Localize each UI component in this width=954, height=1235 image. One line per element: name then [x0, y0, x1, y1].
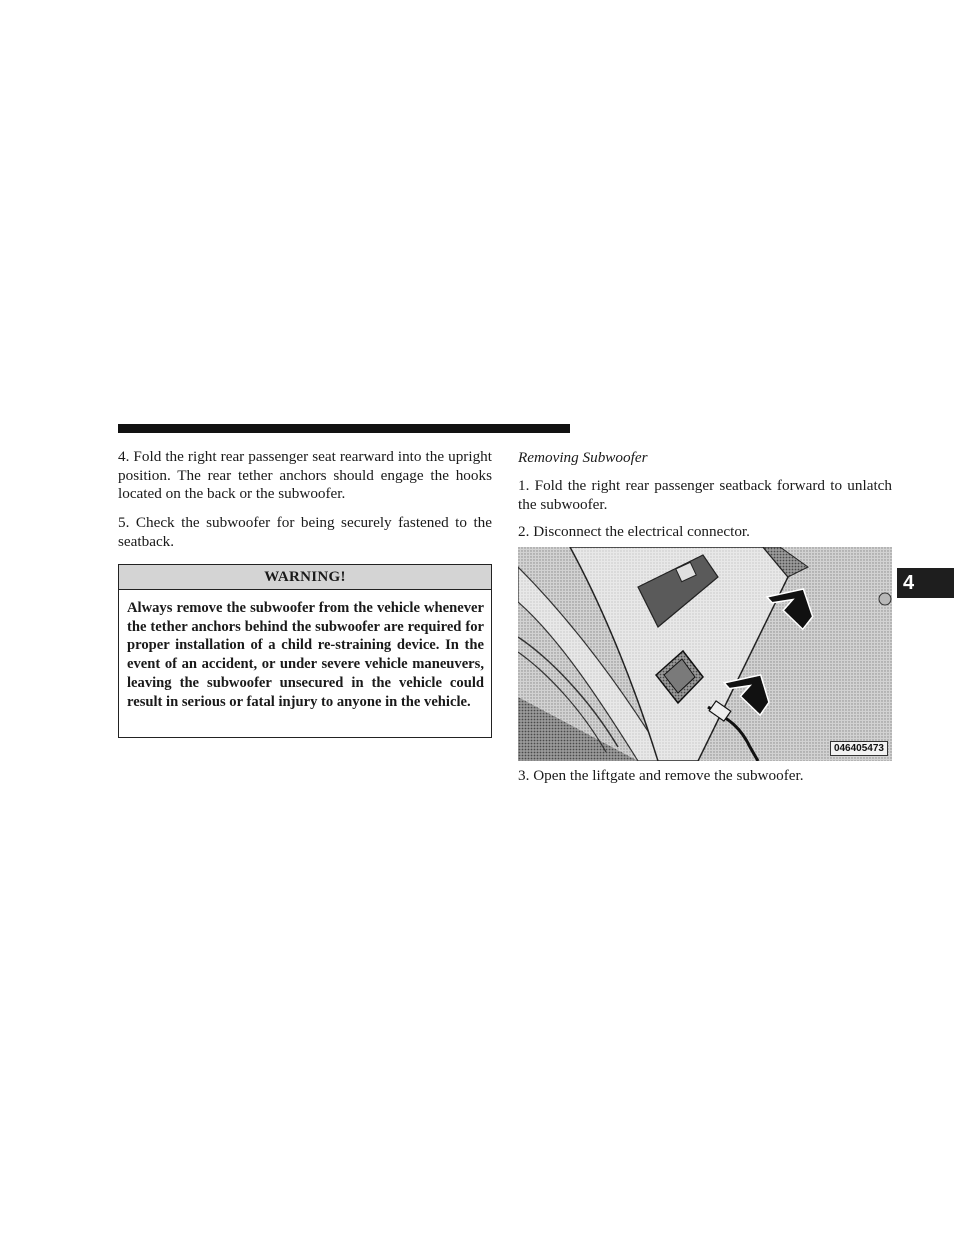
figure-code-label: 046405473 — [830, 741, 888, 756]
step-1-text: 1. Fold the right rear passenger seatback forward to unlatch the subwoofer. — [518, 477, 892, 513]
subwoofer-connector-figure — [518, 547, 892, 761]
subwoofer-illustration — [518, 547, 892, 761]
removing-subwoofer-heading: Removing Subwoofer — [518, 449, 648, 466]
step-3-text: 3. Open the liftgate and remove the subwoofer. — [518, 767, 804, 784]
warning-title: WARNING! — [119, 565, 491, 590]
section-top-rule — [118, 424, 570, 433]
chapter-tab: 4 — [897, 568, 954, 598]
step-4-text: 4. Fold the right rear passenger seat rearward into the upright position. The rear tether anchors should engage the hooks located on the back or the subwoofer. — [118, 448, 492, 503]
step-2-text: 2. Disconnect the electrical connector. — [518, 523, 750, 540]
warning-text: Always remove the subwoofer from the vehicle whenever the tether anchors behind the subwoofer are required for proper installation of a child re-straining device. In the event of an accident, or under severe vehicle maneuvers, leaving the subwoofer unsecured in the vehicle could result in serious or fatal injury to anyone in the vehicle. — [127, 600, 484, 710]
warning-box — [118, 564, 492, 738]
step-5-text: 5. Check the subwoofer for being securely fastened to the seatback. — [118, 514, 492, 550]
